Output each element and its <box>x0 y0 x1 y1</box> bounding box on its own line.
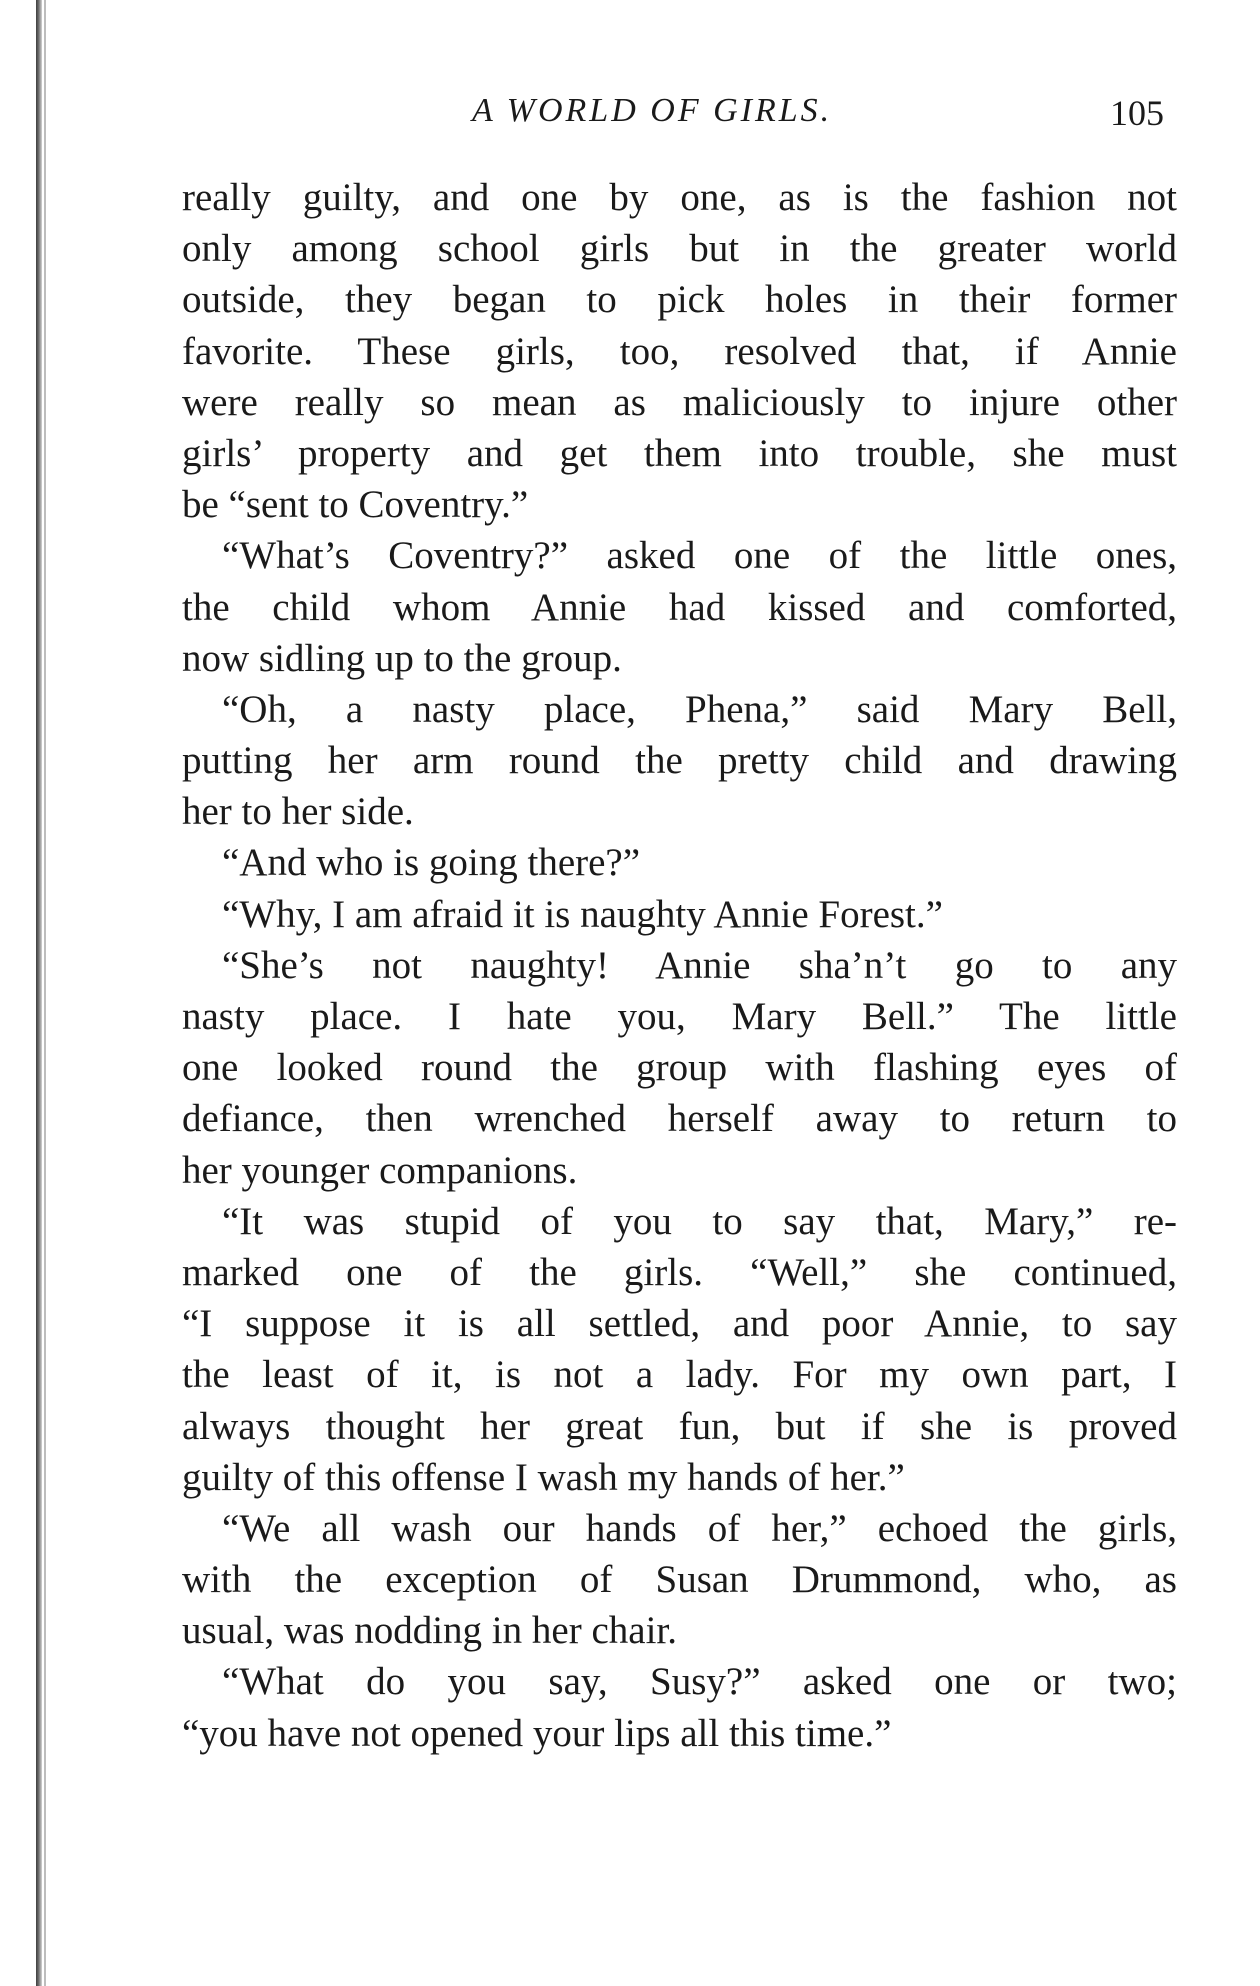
binding-shadow <box>44 0 46 1986</box>
running-header <box>0 92 1260 142</box>
running-title: A WORLD OF GIRLS. <box>472 92 833 129</box>
text-line: the least of it, is not a lady. For my own part, I <box>182 1353 1177 1397</box>
text-line: “We all wash our hands of her,” echoed the girls, <box>222 1506 1177 1550</box>
text-line: her to her side. <box>182 790 414 834</box>
text-line: “What’s Coventry?” asked one of the little ones, <box>222 534 1177 578</box>
text-line: “you have not opened your lips all this time.” <box>182 1711 892 1755</box>
text-line: “It was stupid of you to say that, Mary,” re- <box>222 1199 1177 1243</box>
text-line: always thought her great fun, but if she is proved <box>182 1404 1177 1448</box>
text-line: girls’ property and get them into trouble, she must <box>182 431 1177 475</box>
text-line: her younger companions. <box>182 1148 578 1192</box>
text-line: guilty of this offense I wash my hands of her.” <box>182 1455 905 1499</box>
text-line: defiance, then wrenched herself away to return to <box>182 1097 1177 1141</box>
text-line: putting her arm round the pretty child and drawing <box>182 739 1177 783</box>
body-text <box>182 172 1177 1759</box>
text-line: usual, was nodding in her chair. <box>182 1609 677 1653</box>
binding-edge <box>36 0 42 1986</box>
text-line: really guilty, and one by one, as is the fashion not <box>182 176 1177 219</box>
text-line: with the exception of Susan Drummond, who, as <box>182 1558 1177 1602</box>
text-line: only among school girls but in the greater world <box>182 227 1177 271</box>
text-line: marked one of the girls. “Well,” she continued, <box>182 1250 1177 1294</box>
text-line: “And who is going there?” <box>222 841 641 885</box>
text-line: nasty place. I hate you, Mary Bell.” The little <box>182 995 1177 1038</box>
text-line: one looked round the group with flashing eyes of <box>182 1046 1177 1090</box>
text-line: “What do you say, Susy?” asked one or two; <box>222 1660 1177 1704</box>
text-line: were really so mean as maliciously to injure other <box>182 380 1177 424</box>
text-line: the child whom Annie had kissed and comforted, <box>182 585 1177 629</box>
text-line: outside, they began to pick holes in their former <box>182 278 1177 322</box>
page-number: 105 <box>1110 93 1164 133</box>
text-line: “Why, I am afraid it is naughty Annie Forest.” <box>222 892 943 936</box>
text-line: “Oh, a nasty place, Phena,” said Mary Bell, <box>222 687 1177 731</box>
text-line: favorite. These girls, too, resolved that, if Annie <box>182 329 1177 373</box>
text-line: be “sent to Coventry.” <box>182 483 529 527</box>
text-line: “I suppose it is all settled, and poor Annie, to say <box>182 1302 1177 1346</box>
text-line: now sidling up to the group. <box>182 636 622 680</box>
text-line: “She’s not naughty! Annie sha’n’t go to any <box>222 943 1177 987</box>
